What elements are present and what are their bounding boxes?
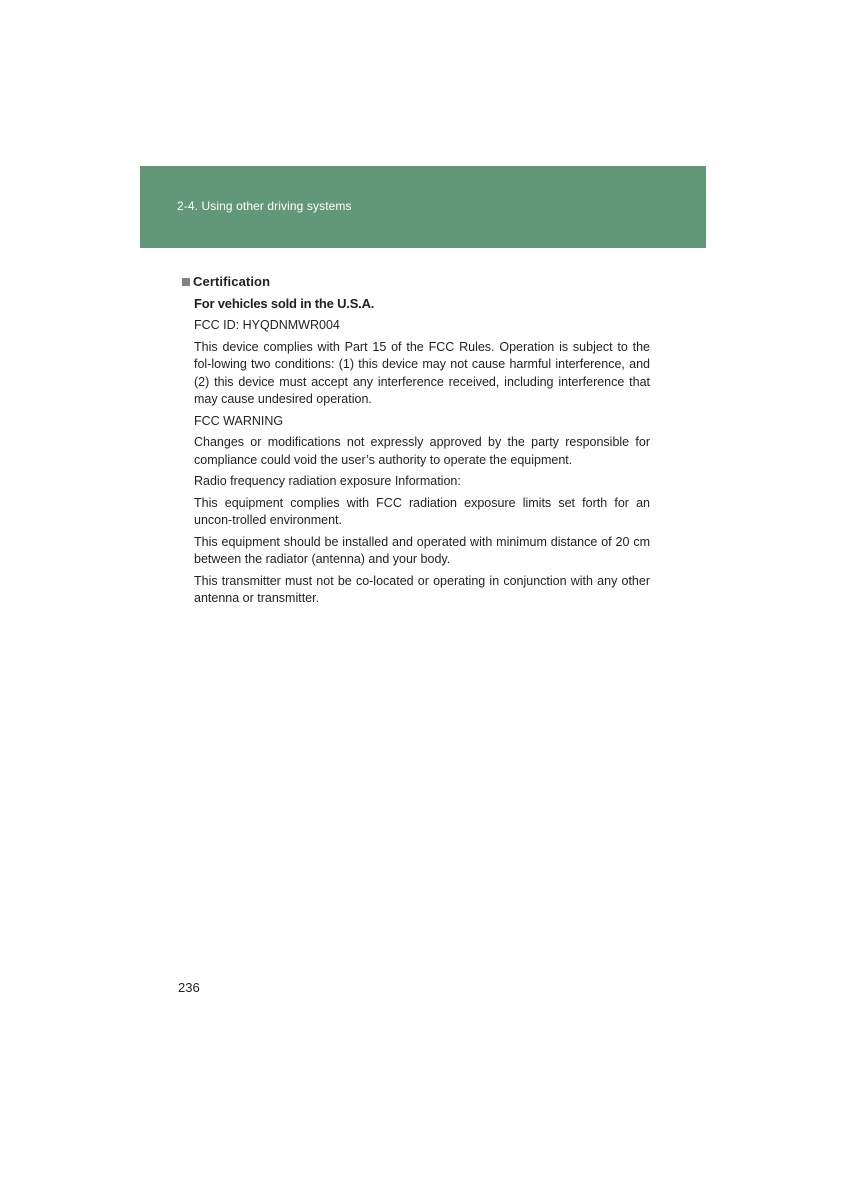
certification-body (194, 295, 650, 608)
page-number: 236 (178, 980, 200, 995)
rf-exposure-paragraph-2: This equipment should be installed and operated with minimum distance of 20 cm between the radiator (antenna) and your body. (194, 534, 650, 566)
fcc-id-text: FCC ID: HYQDNMWR004 (194, 318, 340, 332)
square-bullet-icon (182, 278, 190, 286)
rf-exposure-paragraph-3: This transmitter must not be co-located or operating in conjunction with any other antenna or transmitter. (194, 573, 650, 605)
rf-exposure-paragraph-1: This equipment complies with FCC radiation exposure limits set forth for an uncon-trolled environment. (194, 495, 650, 527)
rf-exposure-label: Radio frequency radiation exposure Information: (194, 474, 461, 488)
section-title: 2-4. Using other driving systems (177, 199, 352, 213)
fcc-warning-label: FCC WARNING (194, 413, 284, 428)
certification-heading-text: Certification (193, 273, 271, 289)
compliance-paragraph: This device complies with Part 15 of the FCC Rules. Operation is subject to the fol-lowing two conditions: (1) this device may not cause harmful interference, and (2) this device must accept any interference received, including interference that may cause undesired operation. (194, 339, 650, 406)
warning-paragraph: Changes or modifications not expressly approved by the party responsible for compliance could void the user’s authority to operate the equipment. (194, 435, 650, 467)
section-header-band (140, 166, 706, 248)
certification-heading (182, 272, 650, 290)
certification-section (182, 272, 650, 608)
region-subheading: For vehicles sold in the U.S.A. (194, 296, 375, 311)
